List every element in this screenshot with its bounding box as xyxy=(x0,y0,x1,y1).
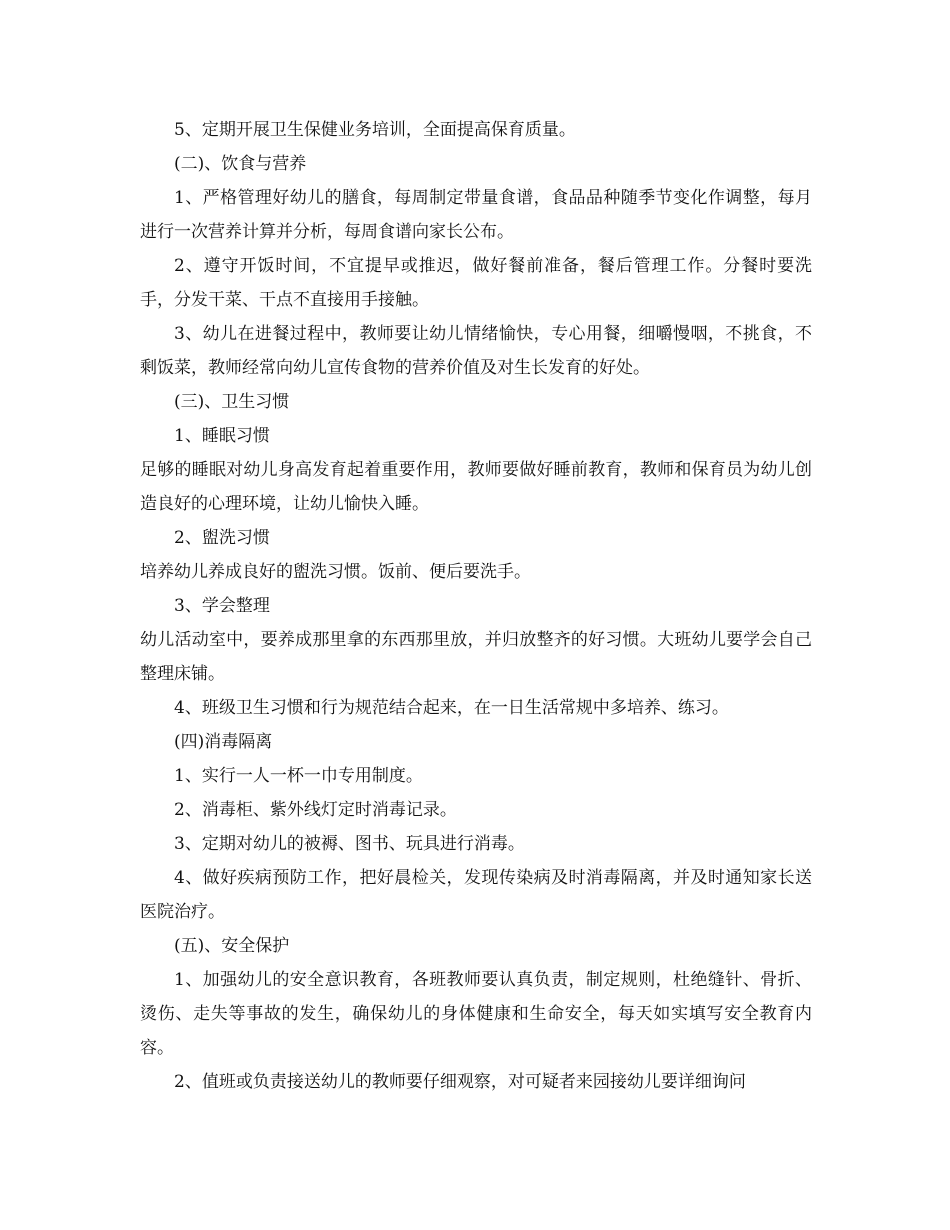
document-body xyxy=(140,113,812,1099)
subheading-tidying: 3、学会整理 xyxy=(174,596,270,616)
paragraph-sleep: 足够的睡眠对幼儿身高发育起着重要作用，教师要做好睡前教育，教师和保育员为幼儿创造良好的心理环境，让幼儿愉快入睡。 xyxy=(140,460,812,514)
section-heading-disinfection: (四)消毒隔离 xyxy=(174,732,273,752)
paragraph-class-habits: 4、班级卫生习惯和行为规范结合起来，在一日生活常规中多培养、练习。 xyxy=(174,698,729,718)
paragraph-disease-prevention: 4、做好疾病预防工作，把好晨检关，发现传染病及时消毒隔离，并及时通知家长送医院治疗。 xyxy=(140,868,812,922)
subheading-washing: 2、盥洗习惯 xyxy=(174,528,270,548)
subheading-sleep: 1、睡眠习惯 xyxy=(174,426,270,446)
paragraph-bedding: 3、定期对幼儿的被褥、图书、玩具进行消毒。 xyxy=(174,834,525,854)
section-heading-hygiene: (三)、卫生习惯 xyxy=(174,392,290,412)
paragraph-pickup: 2、值班或负责接送幼儿的教师要仔细观察，对可疑者来园接幼儿要详细询问 xyxy=(174,1072,746,1092)
paragraph-disinfection-record: 2、消毒柜、紫外线灯定时消毒记录。 xyxy=(174,800,457,820)
paragraph-safety-education: 1、加强幼儿的安全意识教育，各班教师要认真负责，制定规则，杜绝缝针、骨折、烫伤、走失等事故的发生，确保幼儿的身体健康和生命安全，每天如实填写安全教育内容。 xyxy=(140,970,812,1058)
paragraph-washing: 培养幼儿养成良好的盥洗习惯。饭前、便后要洗手。 xyxy=(140,562,531,582)
section-heading-diet: (二)、饮食与营养 xyxy=(174,154,307,174)
paragraph-eating: 3、幼儿在进餐过程中，教师要让幼儿情绪愉快，专心用餐，细嚼慢咽，不挑食，不剩饭菜，教师经常向幼儿宣传食物的营养价值及对生长发育的好处。 xyxy=(140,324,812,378)
section-heading-safety: (五)、安全保护 xyxy=(174,936,290,956)
paragraph-meals: 1、严格管理好幼儿的膳食，每周制定带量食谱，食品品种随季节变化作调整，每月进行一次营养计算并分析，每周食谱向家长公布。 xyxy=(140,188,812,242)
paragraph-meal-time: 2、遵守开饭时间，不宜提早或推迟，做好餐前准备，餐后管理工作。分餐时要洗手，分发干菜、干点不直接用手接触。 xyxy=(140,256,812,310)
paragraph-tidying: 幼儿活动室中，要养成那里拿的东西那里放，并归放整齐的好习惯。大班幼儿要学会自己整理床铺。 xyxy=(140,630,812,684)
paragraph-cup-towel: 1、实行一人一杯一巾专用制度。 xyxy=(174,766,423,786)
paragraph-training: 5、定期开展卫生保健业务培训，全面提高保育质量。 xyxy=(174,120,576,140)
